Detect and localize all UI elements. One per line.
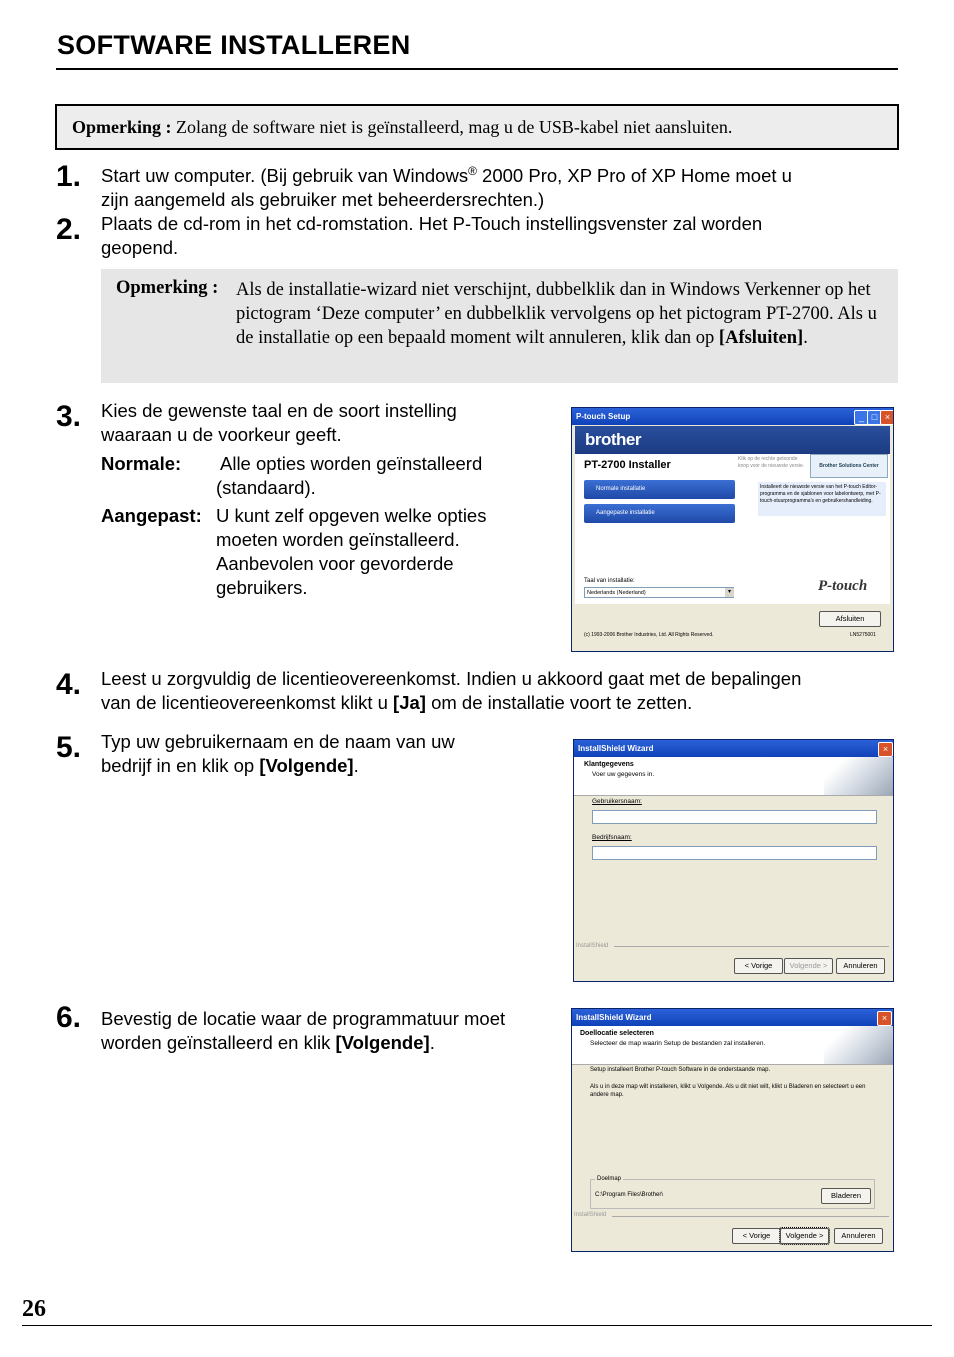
note-text-a: Als de installatie-wizard niet verschijnt, dubbelklik dan in Windows Verkenner op het pictogram ‘Deze computer’ en dubbelklik vervolgens op het pictogram PT-2700. Als u de installatie op een bepaald moment wilt annuleren, klik dan op [236,280,877,348]
page-curl-graphic [824,757,893,795]
step-4-line1: Leest u zorgvuldig de licentieovereenkomst. Indien u akkoord gaat met de bepalingen [101,668,802,689]
wizard-heading: Doellocatie selecteren [580,1030,654,1037]
window-title: InstallShield Wizard [572,1009,893,1026]
chevron-down-icon[interactable]: ▾ [725,588,734,597]
ptouch-logo: P-touch [818,578,868,594]
product-code: LN5275001 [850,632,876,638]
step-6-line1: Bevestig de locatie waar de programmatuur moet [101,1008,506,1029]
note-label: Opmerking : [116,278,219,298]
option-custom-line4: gebruikers. [216,577,308,598]
option-custom-label: Aangepast: [101,505,202,526]
company-input[interactable] [592,846,877,860]
step-4-line2c: om de installatie voort te zetten. [425,692,693,713]
step-1-text-a: Start uw computer. (Bij gebruik van Windows [101,165,469,187]
page-curl-graphic [824,1026,893,1064]
copyright: (c) 1993-2006 Brother Industries, Ltd. All Rights Reserved. [584,632,714,638]
company-label: Bedrijfsnaam: [592,834,632,841]
step-number: 3. [56,400,82,433]
option-custom-line1: U kunt zelf opgeven welke opties [216,505,487,526]
next-button[interactable]: Volgende > [784,958,833,974]
step-5-text [101,730,541,778]
destination-screenshot [571,1008,894,1252]
step-5-line2c: . [353,755,359,776]
option-normal-line2: (standaard). [216,477,316,498]
page-title: SOFTWARE INSTALLEREN [57,30,411,60]
window-title: P-touch Setup [572,408,893,425]
solutions-center-button[interactable]: Brother Solutions Center [810,454,888,478]
step-number: 6. [56,1001,82,1034]
step-2-text [101,212,901,260]
step-4-text [101,667,901,715]
note-usb [55,104,899,150]
back-button[interactable]: < Vorige [734,958,783,974]
next-button[interactable]: Volgende > [780,1228,829,1244]
footer-divider [612,1216,889,1217]
installshield-brand: InstallShield [576,943,609,949]
username-label: Gebruikersnaam: [592,798,642,805]
note-text-c: . [803,328,808,348]
option-custom-line3: Aanbevolen voor gevorderde [216,553,454,574]
cancel-button[interactable]: Annuleren [836,958,885,974]
title-rule [56,68,898,70]
step-3-text [101,399,561,447]
back-button[interactable]: < Vorige [732,1228,781,1244]
cancel-button[interactable]: Annuleren [834,1228,883,1244]
option-custom-line2: moeten worden geïnstalleerd. [216,529,460,550]
info-text: Installeert de nieuwste versie van het P-touch Editor-programma en de sjablonen voor labelontwerp, met P-touch-stuurprogramma's en gebruikershandleiding. [758,482,886,516]
step-number: 5. [56,731,82,764]
folder-path: C:\Program Files\Brother\ [595,1192,664,1198]
custom-install-button[interactable]: Aangepaste installatie [584,504,735,523]
wizard-subheading: Voer uw gegevens in. [592,771,655,778]
step-1-text [101,159,901,212]
footer-rule [22,1325,932,1326]
exit-button[interactable]: Afsluiten [819,611,881,627]
close-icon: × [878,742,893,757]
normal-install-button[interactable]: Normale installatie [584,480,735,499]
step-6-text [101,1007,561,1055]
step-number: 1. [56,160,82,193]
step-3-line2: waaraan u de voorkeur geeft. [101,424,342,445]
browse-button[interactable]: Bladeren [821,1188,871,1204]
brother-logo: brother [585,430,641,449]
customer-info-screenshot [573,739,894,982]
window-title: InstallShield Wizard [574,740,893,757]
installshield-brand: InstallShield [574,1212,607,1218]
yes-label: [Ja] [393,692,426,713]
step-2-line1: Plaats de cd-rom in het cd-romstation. Het P-Touch instellingsvenster zal worden [101,213,763,234]
destination-line1: Setup installeert Brother P-touch Software in de onderstaande map. [590,1067,771,1073]
step-number: 2. [56,213,82,246]
note-afsluiten: [Afsluiten] [718,328,804,348]
footer-divider [614,946,889,947]
registered-mark: ® [468,164,477,178]
destination-line2: Als u in deze map wilt installeren, klikt u Volgende. Als u dit niet wilt, klikt u Bladeren en selecteert u een andere map. [590,1084,866,1098]
option-normal-label: Normale: [101,453,182,474]
username-input[interactable] [592,810,877,824]
note-label: Opmerking : [72,117,172,137]
note-text [236,278,886,350]
folder-label: Doelmap [597,1176,622,1182]
option-normal-text [216,452,546,500]
option-custom-text [216,504,546,600]
installer-title: PT-2700 Installer [584,459,671,471]
step-1-text-b: 2000 Pro, XP Pro of XP Home moet u [476,165,792,187]
wizard-heading: Klantgegevens [584,761,634,768]
step-2-line2: geopend. [101,237,179,258]
option-normal-line1: Alle opties worden geïnstalleerd [220,453,483,474]
language-label: Taal van installatie: [584,578,635,584]
brand-banner [575,426,890,454]
step-5-line2a: bedrijf in en klik op [101,755,260,776]
next-label: [Volgende] [335,1032,430,1053]
folder-group [590,1176,875,1209]
step-5-line1: Typ uw gebruikernaam en de naam van uw [101,731,455,752]
language-select[interactable]: Nederlands (Nederland) [584,587,734,598]
step-6-line2c: . [429,1032,435,1053]
note-wizard [101,269,898,383]
close-icon: × [877,1011,892,1026]
ptouch-setup-screenshot [571,407,894,652]
next-label: [Volgende] [259,755,354,776]
wizard-subheading: Selecteer de map waarin Setup de bestanden zal installeren. [590,1040,766,1047]
step-number: 4. [56,668,82,701]
minimize-icon: _ [854,410,869,425]
step-3-line1: Kies de gewenste taal en de soort instelling [101,400,457,421]
wizard-header [572,1026,893,1065]
step-6-line2a: worden geïnstalleerd en klik [101,1032,336,1053]
wizard-header [574,757,893,796]
step-4-line2a: van de licentieovereenkomst klikt u [101,692,394,713]
note-text: Zolang de software niet is geïnstalleerd, mag u de USB-kabel niet aansluiten. [176,117,733,137]
page-number: 26 [22,1296,46,1322]
step-1-text-c: zijn aangemeld als gebruiker met beheerdersrechten.) [101,189,545,211]
maximize-icon: □ [867,410,882,425]
hint-text: Klik op de rechte getoonde knop voor de nieuwste versie. [738,456,805,469]
close-icon: × [880,410,894,425]
